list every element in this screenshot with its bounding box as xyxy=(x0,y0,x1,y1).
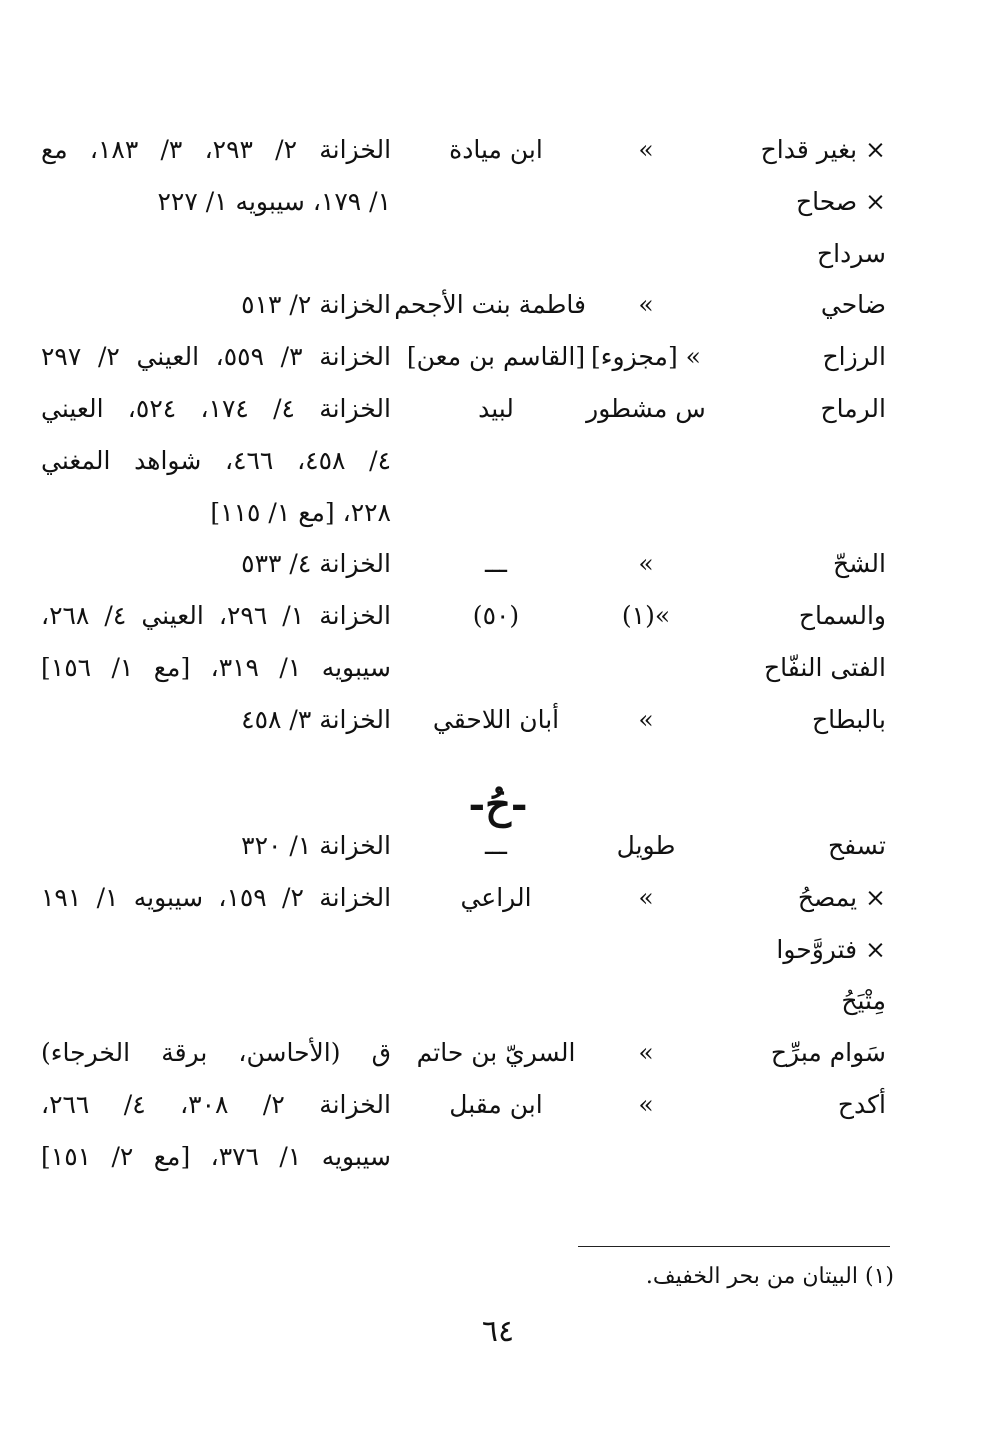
meter: » xyxy=(638,135,654,164)
entry-row xyxy=(0,1079,996,1131)
entry-row xyxy=(0,487,996,539)
rhyme-word: الرزاح xyxy=(822,342,886,372)
source-reference: الخزانة ٢/ ٣٠٨، ٤/ ٢٦٦، xyxy=(41,1090,391,1119)
poet-name: فاطمة بنت الأجحم xyxy=(394,290,586,320)
entry-row xyxy=(0,975,996,1027)
entry-row xyxy=(0,176,996,228)
source-reference: الخزانة ١/ ٣٢٠ xyxy=(241,831,391,860)
poet-name xyxy=(406,642,586,694)
meter: » xyxy=(638,704,654,734)
poet-name xyxy=(406,924,586,976)
source-reference: الخزانة ٣/ ٥٥٩، العيني ٢/ ٢٩٧ xyxy=(41,342,391,372)
source-reference xyxy=(41,228,391,280)
poet-name: (٥٠) xyxy=(472,601,520,631)
source-reference xyxy=(41,975,391,1027)
entry-row xyxy=(0,538,996,590)
poet-name: لبيد xyxy=(478,394,514,423)
poet-name xyxy=(406,228,586,280)
rhyme-word: × بغير قداح xyxy=(760,135,886,164)
rhyme-word: سرداح xyxy=(817,238,886,268)
rhyme-word: سَوام مبرِّح xyxy=(770,1038,886,1068)
entry-row xyxy=(0,124,996,176)
entry-row xyxy=(0,1027,996,1079)
poet-name: ـــ xyxy=(485,831,507,860)
poet-name xyxy=(406,435,586,487)
entry-row xyxy=(0,820,996,872)
poet-name: أبان اللاحقي xyxy=(432,704,560,734)
meter: » xyxy=(638,290,654,320)
poet-name: [القاسم بن معن] xyxy=(406,342,586,372)
meter: س مشطور xyxy=(586,394,706,423)
rhyme-heading: -حُ- xyxy=(468,781,528,828)
source-reference: ٢٢٨، [مع ١/ ١١٥] xyxy=(210,497,391,527)
meter xyxy=(586,487,706,539)
meter: »(١) xyxy=(621,601,671,631)
entry-row xyxy=(0,872,996,924)
source-reference: الخزانة ٣/ ٤٥٨ xyxy=(241,704,391,734)
entry-row xyxy=(0,590,996,642)
source-reference: سيبويه ١/ ٣٧٦، [مع ٢/ ١٥١] xyxy=(41,1141,392,1171)
entry-row xyxy=(0,642,996,694)
entry-row xyxy=(0,924,996,976)
poet-name xyxy=(406,1131,586,1183)
poet-name xyxy=(406,487,586,539)
rhyme-word: ضاحي xyxy=(820,290,886,320)
meter xyxy=(586,176,706,228)
meter: طويل xyxy=(616,831,676,860)
footnote: (١) البيتان من بحر الخفيف. xyxy=(645,1264,894,1289)
rhyme-word: × صحاح xyxy=(795,186,886,216)
meter xyxy=(586,228,706,280)
poet-name: ـــ xyxy=(485,549,507,579)
poet-name: السريّ بن حاتم xyxy=(416,1038,576,1068)
source-reference: الخزانة ١/ ٢٩٦، العيني ٤/ ٢٦٨، xyxy=(41,601,392,631)
entry-row xyxy=(0,228,996,280)
poet-name xyxy=(406,176,586,228)
meter xyxy=(586,642,706,694)
page-number: ٦٤ xyxy=(481,1314,515,1349)
entry-row xyxy=(0,435,996,487)
meter: » xyxy=(638,549,654,579)
poet-name: ابن مقبل xyxy=(449,1090,543,1119)
source-reference: الخزانة ٢/ ٥١٣ xyxy=(241,290,391,320)
source-reference: الخزانة ٢/ ١٥٩، سيبويه ١/ ١٩١ xyxy=(41,882,392,912)
rhyme-word: بالبطاح xyxy=(812,704,886,734)
source-reference: الخزانة ٢/ ٢٩٣، ٣/ ١٨٣، مع xyxy=(41,135,392,164)
source-reference: الخزانة ٤/ ٥٣٣ xyxy=(241,549,391,579)
rhyme-word: × فتروَّحوا xyxy=(776,934,886,964)
source-reference xyxy=(41,924,391,976)
rhyme-word: × يمصحُ xyxy=(797,882,886,912)
poet-name: الراعي xyxy=(460,882,532,912)
source-reference: ق (الأحاسن، برقة الخرجاء) xyxy=(41,1038,391,1068)
rhyme-word xyxy=(746,487,886,539)
rhyme-word: الرماح xyxy=(820,394,886,423)
rhyme-word: مِتْيَحُ xyxy=(841,986,886,1016)
footnote-divider xyxy=(578,1246,890,1247)
rhyme-word: تسفح xyxy=(827,831,886,860)
meter xyxy=(586,924,706,976)
rhyme-word xyxy=(746,1131,886,1183)
source-reference: ١/ ١٧٩، سيبويه ١/ ٢٢٧ xyxy=(157,186,391,216)
meter: » xyxy=(638,882,654,912)
meter xyxy=(586,435,706,487)
source-reference: سيبويه ١/ ٣١٩، [مع ١/ ١٥٦] xyxy=(41,653,392,682)
source-reference: ٤/ ٤٥٨، ٤٦٦، شواهد المغني xyxy=(41,445,392,475)
poet-name xyxy=(406,975,586,1027)
entry-row xyxy=(0,1131,996,1183)
meter: » xyxy=(638,1090,654,1119)
meter: » [مجزوء] xyxy=(591,342,701,372)
entry-row xyxy=(0,331,996,383)
rhyme-word: الشحّ xyxy=(832,549,886,579)
entry-row xyxy=(0,279,996,331)
rhyme-word: والسماح xyxy=(798,601,886,631)
meter xyxy=(586,1131,706,1183)
source-reference: الخزانة ٤/ ١٧٤، ٥٢٤، العيني xyxy=(41,394,391,423)
meter: » xyxy=(638,1038,654,1068)
meter xyxy=(586,975,706,1027)
rhyme-word: الفتى النفّاح xyxy=(763,653,886,682)
entry-row xyxy=(0,694,996,746)
entry-row xyxy=(0,383,996,435)
poet-name: ابن ميادة xyxy=(449,135,543,164)
rhyme-word: أكدح xyxy=(837,1090,886,1119)
rhyme-word xyxy=(746,435,886,487)
